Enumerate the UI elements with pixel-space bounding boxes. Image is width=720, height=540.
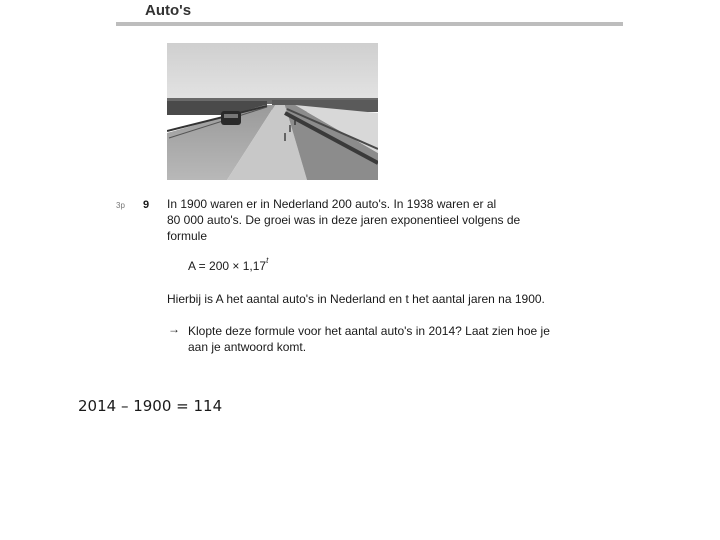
intro-line-2: 80 000 auto's. De groei was in deze jaren exponentieel volgens de — [167, 213, 521, 227]
question-number: 9 — [143, 199, 150, 211]
formula-exponent: t — [266, 256, 269, 265]
intro-line-1: In 1900 waren er in Nederland 200 auto's. In 1938 waren er al — [167, 197, 497, 211]
road-photo — [167, 43, 378, 180]
formula — [188, 258, 268, 273]
explanation-text: Hierbij is A het aantal auto's in Nederland en t het aantal jaren na 1900. — [167, 292, 545, 306]
arrow-icon: → — [168, 322, 180, 336]
task-line-2: aan je antwoord komt. — [188, 340, 307, 354]
points-label: 3p — [116, 201, 125, 210]
title-divider — [116, 22, 623, 26]
section-title: Auto's — [145, 2, 192, 19]
answer-calculation: 2014 – 1900 = 114 — [78, 397, 223, 415]
task-line-1: Klopte deze formule voor het aantal auto's in 2014? Laat zien hoe je — [188, 324, 550, 338]
formula-base: A = 200 × 1,17 — [188, 259, 267, 273]
intro-line-3: formule — [167, 229, 208, 243]
